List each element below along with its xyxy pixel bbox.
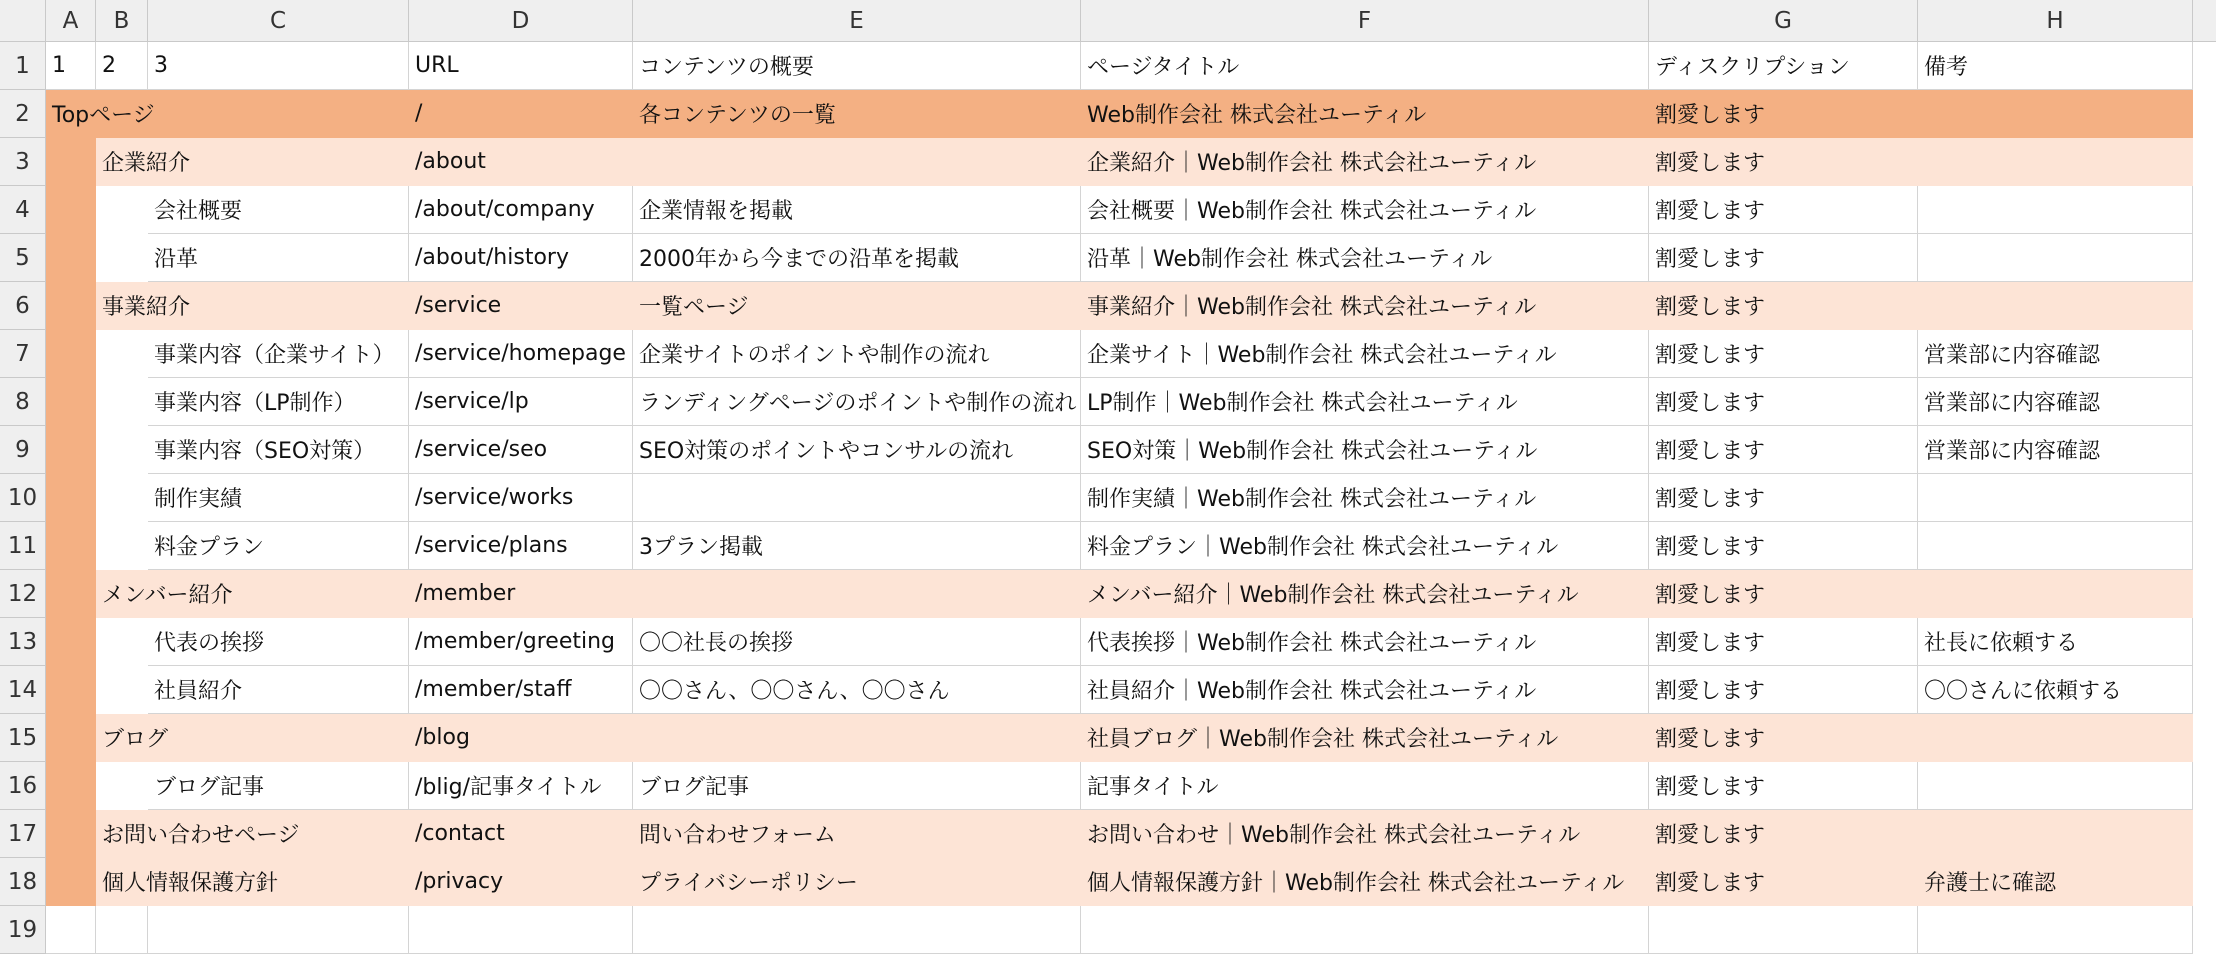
cell-title-row-4[interactable] — [1081, 186, 1649, 234]
cell-summary-row-10[interactable] — [633, 474, 1081, 522]
row-header-7[interactable]: 7 — [0, 330, 46, 378]
cell-summary-row-6-text: 一覧ページ — [639, 295, 749, 320]
cell-name-row-7[interactable] — [148, 330, 409, 378]
row-header-14[interactable]: 14 — [0, 666, 46, 714]
cell-summary-row-14-text: 〇〇さん、〇〇さん、〇〇さん — [639, 679, 950, 704]
cell-note-row-8-text: 営業部に内容確認 — [1924, 391, 2101, 416]
cell-summary-row-9[interactable] — [633, 426, 1081, 474]
row-header-5[interactable]: 5 — [0, 234, 46, 282]
cell-note-row-8[interactable] — [1918, 378, 2193, 426]
outline-bar-level1 — [46, 90, 96, 906]
cell-title-row-16-text: 記事タイトル — [1087, 775, 1219, 800]
cell-name-row-3-text: 企業紹介 — [102, 151, 191, 176]
cell-desc-row-9-text: 割愛します — [1655, 439, 1766, 464]
cell-b1[interactable] — [96, 42, 148, 90]
row-header-13[interactable]: 13 — [0, 618, 46, 666]
cell-url-row-11-text: /service/plans — [415, 533, 568, 558]
column-header-d[interactable]: D — [409, 0, 633, 42]
cell-desc-row-13-text: 割愛します — [1655, 631, 1766, 656]
cell-a1[interactable] — [46, 42, 96, 90]
cell-c1-text: 3 — [154, 53, 168, 78]
cell-summary-row-13[interactable] — [633, 618, 1081, 666]
cell-c19[interactable] — [148, 906, 409, 954]
cell-note-row-5[interactable] — [1918, 234, 2193, 282]
cell-url-row-14[interactable] — [409, 666, 633, 714]
column-header-h[interactable]: H — [1918, 0, 2193, 42]
cell-desc-row-7-text: 割愛します — [1655, 343, 1766, 368]
cell-note-row-14[interactable] — [1918, 666, 2193, 714]
cell-desc-row-3-text: 割愛します — [1655, 151, 1766, 176]
cell-summary-row-14[interactable] — [633, 666, 1081, 714]
cell-name-row-13[interactable] — [148, 618, 409, 666]
cell-desc-row-11[interactable] — [1649, 522, 1918, 570]
column-header-b[interactable]: B — [96, 0, 148, 42]
cell-desc-row-12-text: 割愛します — [1655, 583, 1766, 608]
cell-title-row-9[interactable] — [1081, 426, 1649, 474]
cell-url-row-5-text: /about/history — [415, 245, 569, 270]
cell-url-row-17-text: /contact — [415, 821, 505, 846]
cell-url-row-18-text: /privacy — [415, 869, 504, 894]
cell-summary-row-13-text: 〇〇社長の挨拶 — [639, 631, 794, 656]
cell-desc-row-8[interactable] — [1649, 378, 1918, 426]
cell-g1[interactable] — [1649, 42, 1918, 90]
cell-name-row-4[interactable] — [148, 186, 409, 234]
cell-h1-text: 備考 — [1924, 55, 1969, 80]
cell-title-row-8[interactable] — [1081, 378, 1649, 426]
cell-f19[interactable] — [1081, 906, 1649, 954]
cell-note-row-10[interactable] — [1918, 474, 2193, 522]
cell-desc-row-10[interactable] — [1649, 474, 1918, 522]
cell-title-row-3-text: 企業紹介｜Web制作会社 株式会社ユーティル — [1087, 151, 1537, 176]
cell-url-row-16-text: /blig/記事タイトル — [415, 775, 602, 800]
row-header-19[interactable]: 19 — [0, 906, 46, 954]
cell-title-row-12-text: メンバー紹介｜Web制作会社 株式会社ユーティル — [1087, 583, 1579, 608]
cell-e1[interactable] — [633, 42, 1081, 90]
row-header-8[interactable]: 8 — [0, 378, 46, 426]
cell-name-row-18-text: 個人情報保護方針 — [102, 871, 279, 896]
cell-url-row-4[interactable] — [409, 186, 633, 234]
cell-url-row-13[interactable] — [409, 618, 633, 666]
cell-title-row-5-text: 沿革｜Web制作会社 株式会社ユーティル — [1087, 247, 1493, 272]
column-header-c[interactable]: C — [148, 0, 409, 42]
cell-url-row-12-text: /member — [415, 581, 516, 606]
cell-b19[interactable] — [96, 906, 148, 954]
column-header-g[interactable]: G — [1649, 0, 1918, 42]
select-all-corner[interactable] — [0, 0, 46, 42]
cell-name-row-10[interactable] — [148, 474, 409, 522]
cell-url-row-10-text: /service/works — [415, 485, 574, 510]
cell-desc-row-4-text: 割愛します — [1655, 199, 1766, 224]
cell-desc-row-5-text: 割愛します — [1655, 247, 1766, 272]
cell-f1[interactable] — [1081, 42, 1649, 90]
cell-title-row-7-text: 企業サイト｜Web制作会社 株式会社ユーティル — [1087, 343, 1557, 368]
cell-desc-row-5[interactable] — [1649, 234, 1918, 282]
cell-c1[interactable] — [148, 42, 409, 90]
cell-name-row-15-text: ブログ — [102, 727, 169, 752]
cell-summary-row-7[interactable] — [633, 330, 1081, 378]
cell-name-row-14-text: 社員紹介 — [154, 679, 243, 704]
cell-title-row-10-text: 制作実績｜Web制作会社 株式会社ユーティル — [1087, 487, 1537, 512]
cell-name-row-5-text: 沿革 — [154, 247, 199, 272]
column-header-e[interactable]: E — [633, 0, 1081, 42]
cell-url-row-16[interactable] — [409, 762, 633, 810]
cell-summary-row-9-text: SEO対策のポイントやコンサルの流れ — [639, 439, 1014, 464]
cell-title-row-7[interactable] — [1081, 330, 1649, 378]
row-header-2[interactable]: 2 — [0, 90, 46, 138]
cell-name-row-9[interactable] — [148, 426, 409, 474]
cell-url-row-7[interactable] — [409, 330, 633, 378]
cell-summary-row-2-text: 各コンテンツの一覧 — [639, 103, 836, 128]
cell-name-row-8-text: 事業内容（LP制作） — [154, 391, 356, 416]
cell-b1-text: 2 — [102, 53, 116, 78]
cell-url-row-13-text: /member/greeting — [415, 629, 616, 654]
cell-g19[interactable] — [1649, 906, 1918, 954]
row-header-9[interactable]: 9 — [0, 426, 46, 474]
cell-url-row-14-text: /member/staff — [415, 677, 572, 702]
cell-desc-row-4[interactable] — [1649, 186, 1918, 234]
cell-title-row-18-text: 個人情報保護方針｜Web制作会社 株式会社ユーティル — [1087, 871, 1625, 896]
row-header-1[interactable]: 1 — [0, 42, 46, 90]
cell-name-row-4-text: 会社概要 — [154, 199, 243, 224]
cell-name-row-2-text: Topページ — [52, 103, 155, 128]
cell-title-row-2-text: Web制作会社 株式会社ユーティル — [1087, 103, 1427, 128]
cell-a1-text: 1 — [52, 53, 66, 78]
cell-url-row-3-text: /about — [415, 149, 486, 174]
cell-url-row-15-text: /blog — [415, 725, 470, 750]
cell-h1[interactable] — [1918, 42, 2193, 90]
cell-f1-text: ページタイトル — [1087, 55, 1240, 80]
cell-name-row-16-text: ブログ記事 — [154, 775, 265, 800]
cell-name-row-16[interactable] — [148, 762, 409, 810]
cell-g1-text: ディスクリプション — [1655, 55, 1850, 80]
cell-name-row-12-text: メンバー紹介 — [102, 583, 233, 608]
cell-desc-row-9[interactable] — [1649, 426, 1918, 474]
cell-title-row-11-text: 料金プラン｜Web制作会社 株式会社ユーティル — [1087, 535, 1559, 560]
cell-name-row-5[interactable] — [148, 234, 409, 282]
cell-title-row-4-text: 会社概要｜Web制作会社 株式会社ユーティル — [1087, 199, 1537, 224]
cell-note-row-14-text: 〇〇さんに依頼する — [1924, 679, 2123, 704]
cell-url-row-4-text: /about/company — [415, 197, 595, 222]
cell-title-row-13-text: 代表挨拶｜Web制作会社 株式会社ユーティル — [1087, 631, 1537, 656]
row-header-6[interactable]: 6 — [0, 282, 46, 330]
cell-desc-row-10-text: 割愛します — [1655, 487, 1766, 512]
column-header-a[interactable]: A — [46, 0, 96, 42]
cell-title-row-6-text: 事業紹介｜Web制作会社 株式会社ユーティル — [1087, 295, 1537, 320]
cell-desc-row-13[interactable] — [1649, 618, 1918, 666]
cell-title-row-9-text: SEO対策｜Web制作会社 株式会社ユーティル — [1087, 439, 1538, 464]
cell-title-row-16[interactable] — [1081, 762, 1649, 810]
row-header-12[interactable]: 12 — [0, 570, 46, 618]
row-header-16[interactable]: 16 — [0, 762, 46, 810]
cell-url-row-6-text: /service — [415, 293, 502, 318]
cell-summary-row-17-text: 問い合わせフォーム — [639, 823, 836, 848]
cell-desc-row-17-text: 割愛します — [1655, 823, 1766, 848]
cell-e1-text: コンテンツの概要 — [639, 55, 814, 80]
cell-name-row-6-text: 事業紹介 — [102, 295, 191, 320]
cell-title-row-17-text: お問い合わせ｜Web制作会社 株式会社ユーティル — [1087, 823, 1581, 848]
cell-note-row-9[interactable] — [1918, 426, 2193, 474]
cell-note-row-18-text: 弁護士に確認 — [1924, 871, 2057, 896]
cell-summary-row-16-text: ブログ記事 — [639, 775, 750, 800]
row-header-17[interactable]: 17 — [0, 810, 46, 858]
cell-desc-row-11-text: 割愛します — [1655, 535, 1766, 560]
cell-desc-row-18-text: 割愛します — [1655, 871, 1766, 896]
cell-url-row-8[interactable] — [409, 378, 633, 426]
cell-desc-row-2-text: 割愛します — [1655, 103, 1766, 128]
cell-d1-text: URL — [415, 53, 459, 78]
cell-name-row-8[interactable] — [148, 378, 409, 426]
row-header-3[interactable]: 3 — [0, 138, 46, 186]
cell-url-row-5[interactable] — [409, 234, 633, 282]
cell-desc-row-16[interactable] — [1649, 762, 1918, 810]
cell-title-row-14-text: 社員紹介｜Web制作会社 株式会社ユーティル — [1087, 679, 1537, 704]
cell-e19[interactable] — [633, 906, 1081, 954]
cell-name-row-11[interactable] — [148, 522, 409, 570]
row-header-10[interactable]: 10 — [0, 474, 46, 522]
cell-summary-row-4[interactable] — [633, 186, 1081, 234]
cell-summary-row-4-text: 企業情報を掲載 — [639, 199, 794, 224]
cell-note-row-13[interactable] — [1918, 618, 2193, 666]
cell-desc-row-16-text: 割愛します — [1655, 775, 1766, 800]
cell-note-row-7[interactable] — [1918, 330, 2193, 378]
cell-name-row-13-text: 代表の挨拶 — [154, 631, 265, 656]
cell-url-row-9-text: /service/seo — [415, 437, 548, 462]
cell-name-row-17-text: お問い合わせページ — [102, 823, 300, 848]
cell-name-row-10-text: 制作実績 — [154, 487, 243, 512]
cell-note-row-9-text: 営業部に内容確認 — [1924, 439, 2101, 464]
cell-summary-row-8-text: ランディングページのポイントや制作の流れ — [639, 391, 1077, 416]
cell-desc-row-15-text: 割愛します — [1655, 727, 1766, 752]
cell-summary-row-5-text: 2000年から今までの沿革を掲載 — [639, 247, 959, 272]
cell-summary-row-8[interactable] — [633, 378, 1081, 426]
cell-name-row-11-text: 料金プラン — [154, 535, 265, 560]
cell-url-row-2-text: / — [415, 101, 423, 126]
cell-summary-row-16[interactable] — [633, 762, 1081, 810]
cell-name-row-9-text: 事業内容（SEO対策） — [154, 439, 376, 464]
cell-title-row-15-text: 社員ブログ｜Web制作会社 株式会社ユーティル — [1087, 727, 1559, 752]
cell-url-row-10[interactable] — [409, 474, 633, 522]
cell-desc-row-14[interactable] — [1649, 666, 1918, 714]
cell-url-row-8-text: /service/lp — [415, 389, 529, 414]
cell-desc-row-8-text: 割愛します — [1655, 391, 1766, 416]
row-header-18[interactable]: 18 — [0, 858, 46, 906]
cell-note-row-11[interactable] — [1918, 522, 2193, 570]
cell-desc-row-7[interactable] — [1649, 330, 1918, 378]
cell-name-row-7-text: 事業内容（企業サイト） — [154, 343, 395, 368]
column-header-filler — [2193, 0, 2216, 42]
cell-note-row-16[interactable] — [1918, 762, 2193, 810]
cell-name-row-14[interactable] — [148, 666, 409, 714]
cell-url-row-7-text: /service/homepage — [415, 341, 626, 366]
cell-title-row-10[interactable] — [1081, 474, 1649, 522]
cell-summary-row-18-text: プライバシーポリシー — [639, 871, 858, 896]
cell-note-row-4[interactable] — [1918, 186, 2193, 234]
row-header-11[interactable]: 11 — [0, 522, 46, 570]
cell-title-row-11[interactable] — [1081, 522, 1649, 570]
cell-url-row-9[interactable] — [409, 426, 633, 474]
cell-title-row-5[interactable] — [1081, 234, 1649, 282]
column-header-f[interactable]: F — [1081, 0, 1649, 42]
cell-title-row-13[interactable] — [1081, 618, 1649, 666]
cell-summary-row-5[interactable] — [633, 234, 1081, 282]
cell-desc-row-6-text: 割愛します — [1655, 295, 1766, 320]
cell-desc-row-14-text: 割愛します — [1655, 679, 1766, 704]
row-header-4[interactable]: 4 — [0, 186, 46, 234]
row-header-15[interactable]: 15 — [0, 714, 46, 762]
cell-summary-row-7-text: 企業サイトのポイントや制作の流れ — [639, 343, 990, 368]
cell-d1[interactable] — [409, 42, 633, 90]
cell-title-row-14[interactable] — [1081, 666, 1649, 714]
cell-summary-row-11-text: 3プラン掲載 — [639, 535, 763, 560]
cell-url-row-11[interactable] — [409, 522, 633, 570]
cell-note-row-7-text: 営業部に内容確認 — [1924, 343, 2101, 368]
cell-h19[interactable] — [1918, 906, 2193, 954]
cell-title-row-8-text: LP制作｜Web制作会社 株式会社ユーティル — [1087, 391, 1518, 416]
cell-summary-row-11[interactable] — [633, 522, 1081, 570]
cell-d19[interactable] — [409, 906, 633, 954]
cell-a19[interactable] — [46, 906, 96, 954]
cell-note-row-13-text: 社長に依頼する — [1924, 631, 2079, 656]
